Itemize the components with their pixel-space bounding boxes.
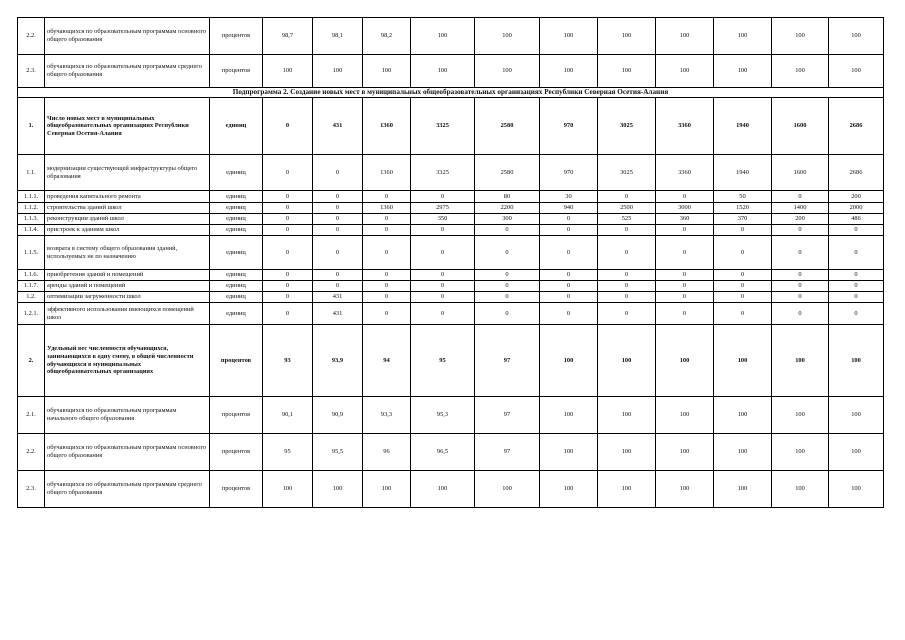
value-cell: 1600 bbox=[772, 98, 829, 155]
value-cell: 0 bbox=[772, 225, 829, 236]
value-cell: 1600 bbox=[772, 155, 829, 191]
value-cell: 100 bbox=[411, 471, 475, 508]
value-cell: 1940 bbox=[714, 98, 772, 155]
row-number: 1.1.3. bbox=[18, 214, 45, 225]
value-cell: 0 bbox=[363, 292, 411, 303]
value-cell: 0 bbox=[714, 225, 772, 236]
unit-cell: единиц bbox=[210, 191, 263, 203]
value-cell: 0 bbox=[540, 292, 598, 303]
value-cell: 0 bbox=[598, 236, 656, 270]
value-cell: 100 bbox=[656, 434, 714, 471]
indicator-description: обучающихся по образовательным программам среднего общего образования bbox=[45, 55, 210, 88]
value-cell: 0 bbox=[363, 270, 411, 281]
value-cell: 0 bbox=[598, 281, 656, 292]
value-cell: 0 bbox=[598, 191, 656, 203]
value-cell: 98,1 bbox=[313, 18, 363, 55]
value-cell: 0 bbox=[772, 191, 829, 203]
value-cell: 100 bbox=[829, 325, 884, 397]
indicator-description: приобретения зданий и помещений bbox=[45, 270, 210, 281]
value-cell: 0 bbox=[829, 281, 884, 292]
value-cell: 100 bbox=[540, 55, 598, 88]
value-cell: 0 bbox=[313, 214, 363, 225]
value-cell: 0 bbox=[772, 281, 829, 292]
value-cell: 100 bbox=[656, 55, 714, 88]
table-row bbox=[18, 214, 884, 225]
indicator-description: строительства зданий школ bbox=[45, 203, 210, 214]
value-cell: 100 bbox=[714, 397, 772, 434]
value-cell: 0 bbox=[540, 303, 598, 325]
value-cell: 0 bbox=[656, 191, 714, 203]
value-cell: 0 bbox=[263, 281, 313, 292]
value-cell: 0 bbox=[263, 303, 313, 325]
value-cell: 100 bbox=[313, 471, 363, 508]
value-cell: 0 bbox=[714, 236, 772, 270]
unit-cell: процентов bbox=[210, 471, 263, 508]
unit-cell: единиц bbox=[210, 303, 263, 325]
value-cell: 0 bbox=[475, 236, 540, 270]
unit-cell: единиц bbox=[210, 98, 263, 155]
value-cell: 0 bbox=[598, 225, 656, 236]
indicator-description: эффективного использования имеющихся помещений школ bbox=[45, 303, 210, 325]
row-number: 1.2. bbox=[18, 292, 45, 303]
value-cell: 100 bbox=[411, 18, 475, 55]
value-cell: 0 bbox=[475, 292, 540, 303]
value-cell: 100 bbox=[598, 471, 656, 508]
value-cell: 1400 bbox=[772, 203, 829, 214]
value-cell: 100 bbox=[772, 471, 829, 508]
value-cell: 0 bbox=[598, 303, 656, 325]
value-cell: 0 bbox=[656, 281, 714, 292]
value-cell: 431 bbox=[313, 98, 363, 155]
value-cell: 0 bbox=[829, 225, 884, 236]
value-cell: 95,5 bbox=[313, 434, 363, 471]
value-cell: 0 bbox=[772, 236, 829, 270]
value-cell: 0 bbox=[411, 281, 475, 292]
value-cell: 2200 bbox=[475, 203, 540, 214]
table-row bbox=[18, 18, 884, 55]
value-cell: 0 bbox=[263, 236, 313, 270]
value-cell: 970 bbox=[540, 98, 598, 155]
value-cell: 0 bbox=[411, 292, 475, 303]
value-cell: 96 bbox=[363, 434, 411, 471]
value-cell: 1360 bbox=[363, 98, 411, 155]
table-row bbox=[18, 225, 884, 236]
value-cell: 2000 bbox=[829, 203, 884, 214]
value-cell: 0 bbox=[475, 270, 540, 281]
row-number: 2.2. bbox=[18, 434, 45, 471]
unit-cell: процентов bbox=[210, 18, 263, 55]
value-cell: 486 bbox=[829, 214, 884, 225]
value-cell: 0 bbox=[363, 236, 411, 270]
value-cell: 0 bbox=[475, 281, 540, 292]
value-cell: 50 bbox=[714, 191, 772, 203]
value-cell: 970 bbox=[540, 155, 598, 191]
table-row bbox=[18, 303, 884, 325]
value-cell: 100 bbox=[772, 434, 829, 471]
value-cell: 3325 bbox=[411, 98, 475, 155]
value-cell: 95,3 bbox=[411, 397, 475, 434]
value-cell: 0 bbox=[475, 225, 540, 236]
indicator-description: обучающихся по образовательным программам начального общего образования bbox=[45, 397, 210, 434]
row-number: 2.1. bbox=[18, 397, 45, 434]
value-cell: 0 bbox=[598, 292, 656, 303]
row-number: 1.1.1. bbox=[18, 191, 45, 203]
unit-cell: единиц bbox=[210, 270, 263, 281]
value-cell: 100 bbox=[475, 471, 540, 508]
indicator-description: Удельный вес численности обучающихся, занимающихся в одну смену, в общей численности обучающихся в муниципальных общеобразовательных организациях bbox=[45, 325, 210, 397]
value-cell: 94 bbox=[363, 325, 411, 397]
indicators-table bbox=[17, 17, 884, 508]
unit-cell: единиц bbox=[210, 292, 263, 303]
indicator-description: обучающихся по образовательным программам основного общего образования bbox=[45, 18, 210, 55]
table-row bbox=[18, 236, 884, 270]
value-cell: 0 bbox=[313, 191, 363, 203]
value-cell: 100 bbox=[598, 325, 656, 397]
value-cell: 0 bbox=[263, 155, 313, 191]
value-cell: 525 bbox=[598, 214, 656, 225]
value-cell: 0 bbox=[772, 270, 829, 281]
value-cell: 0 bbox=[313, 270, 363, 281]
table-row bbox=[18, 397, 884, 434]
value-cell: 431 bbox=[313, 292, 363, 303]
value-cell: 0 bbox=[714, 270, 772, 281]
value-cell: 0 bbox=[540, 236, 598, 270]
value-cell: 100 bbox=[656, 397, 714, 434]
value-cell: 100 bbox=[598, 434, 656, 471]
value-cell: 0 bbox=[313, 155, 363, 191]
value-cell: 0 bbox=[263, 98, 313, 155]
unit-cell: единиц bbox=[210, 236, 263, 270]
value-cell: 100 bbox=[714, 55, 772, 88]
value-cell: 0 bbox=[540, 281, 598, 292]
value-cell: 2686 bbox=[829, 98, 884, 155]
value-cell: 0 bbox=[363, 303, 411, 325]
value-cell: 95 bbox=[263, 434, 313, 471]
value-cell: 100 bbox=[598, 55, 656, 88]
value-cell: 100 bbox=[714, 325, 772, 397]
table-row bbox=[18, 270, 884, 281]
value-cell: 2580 bbox=[475, 155, 540, 191]
row-number: 1.2.1. bbox=[18, 303, 45, 325]
value-cell: 0 bbox=[540, 214, 598, 225]
value-cell: 95 bbox=[411, 325, 475, 397]
value-cell: 100 bbox=[714, 471, 772, 508]
value-cell: 100 bbox=[263, 55, 313, 88]
value-cell: 100 bbox=[714, 18, 772, 55]
value-cell: 96,5 bbox=[411, 434, 475, 471]
value-cell: 30 bbox=[540, 191, 598, 203]
value-cell: 100 bbox=[772, 397, 829, 434]
value-cell: 3025 bbox=[598, 155, 656, 191]
value-cell: 0 bbox=[656, 225, 714, 236]
value-cell: 0 bbox=[714, 292, 772, 303]
value-cell: 0 bbox=[829, 303, 884, 325]
value-cell: 0 bbox=[656, 236, 714, 270]
value-cell: 0 bbox=[263, 203, 313, 214]
indicator-description: оптимизации загруженности школ bbox=[45, 292, 210, 303]
value-cell: 0 bbox=[313, 225, 363, 236]
value-cell: 0 bbox=[829, 292, 884, 303]
value-cell: 431 bbox=[313, 303, 363, 325]
row-number: 1. bbox=[18, 98, 45, 155]
value-cell: 0 bbox=[313, 236, 363, 270]
value-cell: 0 bbox=[772, 292, 829, 303]
value-cell: 3025 bbox=[598, 98, 656, 155]
value-cell: 1940 bbox=[714, 155, 772, 191]
value-cell: 940 bbox=[540, 203, 598, 214]
indicator-description: Число новых мест в муниципальных общеобразовательных организациях Республики Северная Осетия-Алания bbox=[45, 98, 210, 155]
table-row bbox=[18, 281, 884, 292]
unit-cell: процентов bbox=[210, 397, 263, 434]
value-cell: 100 bbox=[540, 434, 598, 471]
value-cell: 0 bbox=[363, 281, 411, 292]
unit-cell: единиц bbox=[210, 225, 263, 236]
value-cell: 93,3 bbox=[363, 397, 411, 434]
value-cell: 100 bbox=[363, 55, 411, 88]
value-cell: 100 bbox=[714, 434, 772, 471]
value-cell: 90,9 bbox=[313, 397, 363, 434]
indicator-description: пристроек к зданиям школ bbox=[45, 225, 210, 236]
unit-cell: процентов bbox=[210, 55, 263, 88]
indicator-description: обучающихся по образовательным программам среднего общего образования bbox=[45, 471, 210, 508]
value-cell: 98,7 bbox=[263, 18, 313, 55]
value-cell: 0 bbox=[313, 203, 363, 214]
value-cell: 100 bbox=[598, 18, 656, 55]
value-cell: 100 bbox=[540, 325, 598, 397]
value-cell: 100 bbox=[540, 397, 598, 434]
value-cell: 100 bbox=[540, 471, 598, 508]
value-cell: 98,2 bbox=[363, 18, 411, 55]
value-cell: 100 bbox=[598, 397, 656, 434]
value-cell: 100 bbox=[475, 55, 540, 88]
value-cell: 1360 bbox=[363, 155, 411, 191]
value-cell: 0 bbox=[263, 292, 313, 303]
value-cell: 0 bbox=[363, 214, 411, 225]
value-cell: 2500 bbox=[598, 203, 656, 214]
unit-cell: единиц bbox=[210, 214, 263, 225]
table-row bbox=[18, 55, 884, 88]
value-cell: 0 bbox=[540, 225, 598, 236]
value-cell: 0 bbox=[475, 303, 540, 325]
table-row bbox=[18, 471, 884, 508]
table-row bbox=[18, 325, 884, 397]
value-cell: 0 bbox=[540, 270, 598, 281]
value-cell: 100 bbox=[829, 471, 884, 508]
row-number: 1.1.6. bbox=[18, 270, 45, 281]
value-cell: 97 bbox=[475, 397, 540, 434]
value-cell: 90,1 bbox=[263, 397, 313, 434]
subprogram-header-row bbox=[18, 88, 884, 98]
value-cell: 0 bbox=[263, 191, 313, 203]
value-cell: 0 bbox=[411, 236, 475, 270]
row-number: 1.1. bbox=[18, 155, 45, 191]
table-row bbox=[18, 292, 884, 303]
table-row bbox=[18, 98, 884, 155]
value-cell: 100 bbox=[829, 55, 884, 88]
row-number: 2.2. bbox=[18, 18, 45, 55]
value-cell: 3000 bbox=[656, 203, 714, 214]
row-number: 1.1.4. bbox=[18, 225, 45, 236]
value-cell: 100 bbox=[475, 18, 540, 55]
value-cell: 100 bbox=[829, 397, 884, 434]
value-cell: 3360 bbox=[656, 155, 714, 191]
value-cell: 0 bbox=[829, 236, 884, 270]
row-number: 2.3. bbox=[18, 471, 45, 508]
value-cell: 2580 bbox=[475, 98, 540, 155]
unit-cell: процентов bbox=[210, 434, 263, 471]
value-cell: 100 bbox=[263, 471, 313, 508]
value-cell: 93,9 bbox=[313, 325, 363, 397]
row-number: 1.1.2. bbox=[18, 203, 45, 214]
value-cell: 0 bbox=[263, 270, 313, 281]
value-cell: 0 bbox=[656, 303, 714, 325]
value-cell: 200 bbox=[772, 214, 829, 225]
value-cell: 93 bbox=[263, 325, 313, 397]
value-cell: 0 bbox=[411, 191, 475, 203]
value-cell: 100 bbox=[363, 471, 411, 508]
indicator-description: обучающихся по образовательным программам основного общего образования bbox=[45, 434, 210, 471]
value-cell: 2975 bbox=[411, 203, 475, 214]
value-cell: 350 bbox=[411, 214, 475, 225]
value-cell: 370 bbox=[714, 214, 772, 225]
value-cell: 100 bbox=[772, 325, 829, 397]
value-cell: 0 bbox=[656, 270, 714, 281]
value-cell: 0 bbox=[411, 270, 475, 281]
value-cell: 100 bbox=[656, 18, 714, 55]
value-cell: 80 bbox=[475, 191, 540, 203]
row-number: 2. bbox=[18, 325, 45, 397]
indicator-description: проведения капитального ремонта bbox=[45, 191, 210, 203]
value-cell: 0 bbox=[772, 303, 829, 325]
value-cell: 100 bbox=[313, 55, 363, 88]
indicator-description: возврата в систему общего образования зданий, используемых не по назначению bbox=[45, 236, 210, 270]
value-cell: 1360 bbox=[363, 203, 411, 214]
value-cell: 0 bbox=[263, 225, 313, 236]
table-row bbox=[18, 191, 884, 203]
value-cell: 100 bbox=[829, 18, 884, 55]
value-cell: 3360 bbox=[656, 98, 714, 155]
unit-cell: процентов bbox=[210, 325, 263, 397]
value-cell: 0 bbox=[714, 281, 772, 292]
value-cell: 0 bbox=[598, 270, 656, 281]
value-cell: 0 bbox=[656, 292, 714, 303]
value-cell: 97 bbox=[475, 325, 540, 397]
value-cell: 100 bbox=[656, 325, 714, 397]
value-cell: 100 bbox=[540, 18, 598, 55]
value-cell: 97 bbox=[475, 434, 540, 471]
table-row bbox=[18, 203, 884, 214]
unit-cell: единиц bbox=[210, 281, 263, 292]
indicator-description: реконструкции зданий школ bbox=[45, 214, 210, 225]
value-cell: 360 bbox=[656, 214, 714, 225]
indicator-description: модернизации существующей инфраструктуры общего образования bbox=[45, 155, 210, 191]
unit-cell: единиц bbox=[210, 203, 263, 214]
row-number: 2.3. bbox=[18, 55, 45, 88]
value-cell: 100 bbox=[772, 55, 829, 88]
value-cell: 100 bbox=[829, 434, 884, 471]
value-cell: 0 bbox=[829, 270, 884, 281]
table-row bbox=[18, 434, 884, 471]
value-cell: 0 bbox=[411, 225, 475, 236]
value-cell: 300 bbox=[475, 214, 540, 225]
table-row bbox=[18, 155, 884, 191]
value-cell: 100 bbox=[411, 55, 475, 88]
value-cell: 100 bbox=[656, 471, 714, 508]
value-cell: 2686 bbox=[829, 155, 884, 191]
indicator-description: аренды зданий и помещений bbox=[45, 281, 210, 292]
value-cell: 0 bbox=[363, 191, 411, 203]
unit-cell: единиц bbox=[210, 155, 263, 191]
value-cell: 200 bbox=[829, 191, 884, 203]
value-cell: 3325 bbox=[411, 155, 475, 191]
value-cell: 100 bbox=[772, 18, 829, 55]
value-cell: 0 bbox=[313, 281, 363, 292]
value-cell: 0 bbox=[363, 225, 411, 236]
row-number: 1.1.7. bbox=[18, 281, 45, 292]
value-cell: 0 bbox=[263, 214, 313, 225]
value-cell: 1520 bbox=[714, 203, 772, 214]
subprogram-title: Подпрограмма 2. Создание новых мест в муниципальных общеобразовательных организациях Республики Северная Осетия-Алания bbox=[18, 88, 884, 98]
value-cell: 0 bbox=[714, 303, 772, 325]
row-number: 1.1.5. bbox=[18, 236, 45, 270]
value-cell: 0 bbox=[411, 303, 475, 325]
